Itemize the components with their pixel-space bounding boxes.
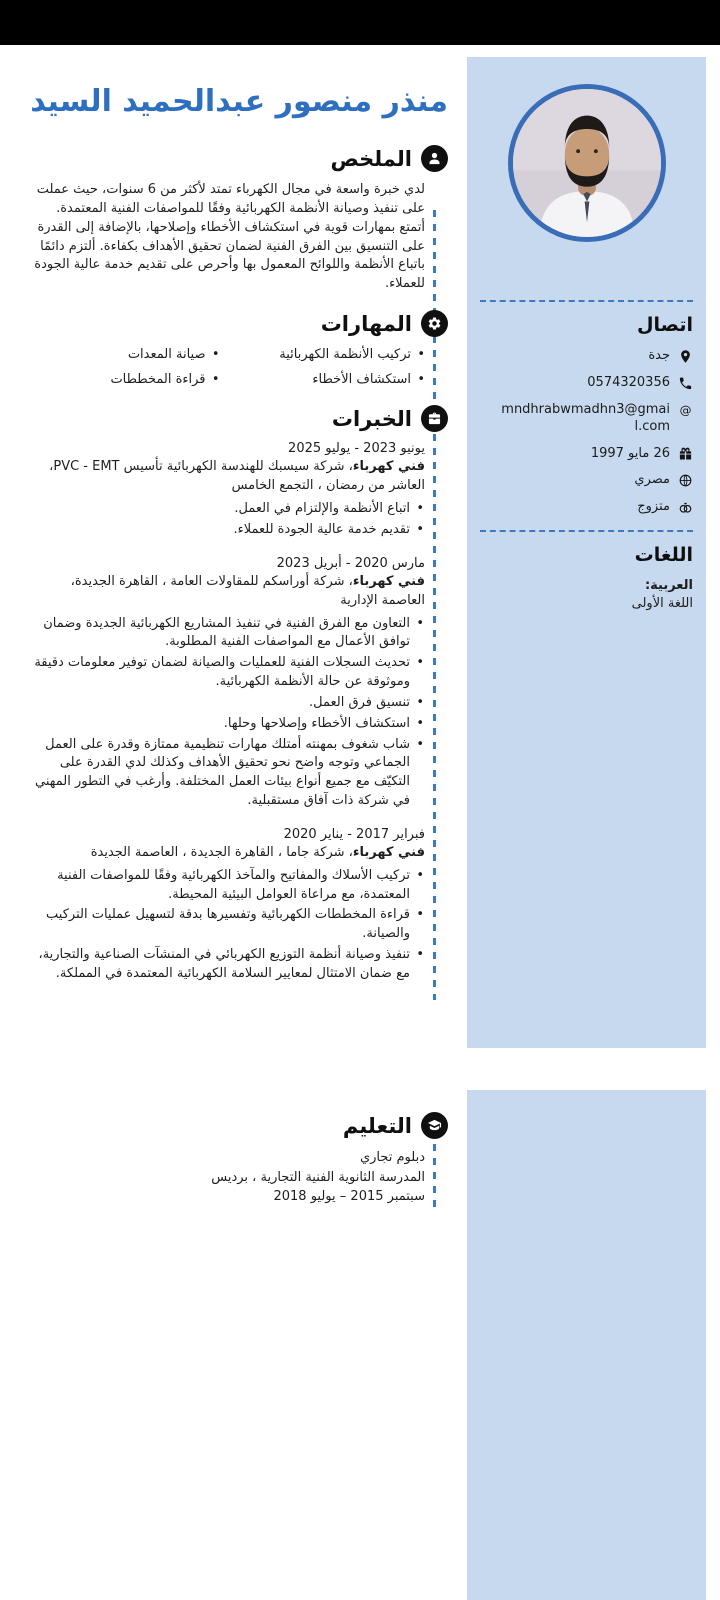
- globe-icon: [678, 473, 693, 488]
- job-bullet: • شاب شغوف بمهنته أمتلك مهارات تنظيمية ممتازة وقدرة على العمل الجماعي وتوجه واضح نحو تحقيق الأهداف وكذلك لدي القدرة على التكيّف مع جميع أنواع بيئات العمل المختلفة. وأرغب في التطور المهني في شركة ذات آفاق مستقبلية.: [30, 736, 425, 811]
- contact-birthdate: [480, 446, 693, 463]
- gear-icon: [421, 310, 448, 337]
- candidate-name: منذر منصور عبدالحميد السيد: [30, 84, 448, 119]
- education-dates: سبتمبر 2015 – يوليو 2018: [273, 1189, 425, 1204]
- contact-phone: [480, 375, 693, 392]
- job-bullets: [30, 500, 425, 540]
- skills-title: المهارات: [320, 311, 412, 336]
- summary-text: لدي خبرة واسعة في مجال الكهرباء تمتد لأكثر من 6 سنوات، حيث عملت على تنفيذ وصيانة الأنظمة الكهربائية وفقًا للمواصفات الفنية المعتمدة. أتمتع بمهارات قوية في استكشاف الأخطاء وإصلاحها، بالإضافة إلى القدرة على التنسيق بين الفرق الفنية لضمان تحقيق الأهداف بكفاءة. ألتزم دائمًا باتباع الأنظمة واللوائح المعمول بها وأحرص على تقديم خدمة عالية الجودة للعملاء.: [34, 182, 425, 292]
- sidebar-divider-top: [480, 300, 693, 302]
- summary-section: [30, 145, 448, 294]
- experience-header: [30, 405, 448, 432]
- job-company: ، شركة سيسبك للهندسة الكهربائية تأسيس PVC - EMT، العاشر من رمضان ، التجمع الخامس: [49, 459, 425, 494]
- job-role: فني كهرباء: [352, 459, 425, 475]
- language-item: [480, 578, 693, 611]
- skill-item: • استكشاف الأخطاء: [236, 371, 426, 389]
- education-details: [30, 1148, 448, 1207]
- job-company: ، شركة أوراسكم للمقاولات العامة ، القاهرة الجديدة، العاصمة الإدارية: [70, 573, 425, 608]
- skill-item: • تركيب الأنظمة الكهربائية: [236, 346, 426, 364]
- job-bullets: [30, 867, 425, 984]
- contact-email: [480, 402, 693, 436]
- job-entry: [30, 556, 448, 811]
- language-level: اللغة الأولى: [631, 596, 693, 612]
- summary-title: الملخص: [330, 146, 412, 171]
- phone-icon: [678, 376, 693, 391]
- job-bullet: • التعاون مع الفرق الفنية في تنفيذ المشاريع الكهربائية الجديدة وضمان توافق الأعمال مع المواصفات الفنية المطلوبة.: [30, 615, 425, 653]
- job-dates: يونيو 2023 - يوليو 2025: [288, 441, 425, 457]
- education-degree: دبلوم تجاري: [359, 1150, 425, 1165]
- job-title: [30, 573, 425, 611]
- svg-text:@: @: [679, 402, 692, 417]
- main-column: [30, 82, 448, 1000]
- job-role: فني كهرباء: [352, 573, 425, 589]
- education-school: المدرسة الثانوية الفنية التجارية ، برديس: [211, 1169, 425, 1185]
- graduation-cap-icon: [421, 1112, 448, 1139]
- job-bullet: • اتباع الأنظمة والإلتزام في العمل.: [30, 500, 425, 519]
- user-icon: [421, 145, 448, 172]
- gift-icon: [678, 447, 693, 462]
- job-bullet: • استكشاف الأخطاء وإصلاحها وحلها.: [30, 715, 425, 734]
- language-name: العربية:: [644, 578, 693, 594]
- summary-header: [30, 145, 448, 172]
- job-bullets: [30, 615, 425, 811]
- skill-item: • قراءة المخططات: [30, 371, 220, 389]
- education-section: [30, 1112, 448, 1207]
- skills-header: [30, 310, 448, 337]
- education-title: التعليم: [342, 1113, 412, 1138]
- job-entry: [30, 441, 448, 539]
- job-bullet: • تحديث السجلات الفنية للعمليات والصيانة لضمان توفير معلومات دقيقة وموثوقة عن حالة الأنظمة الكهربائية.: [30, 654, 425, 692]
- wedding-rings-icon: [678, 500, 693, 515]
- contact-phone-text: 0574320356: [587, 374, 670, 390]
- top-bar: [0, 0, 720, 45]
- location-pin-icon: [678, 349, 693, 364]
- job-entry: [30, 827, 448, 984]
- contact-nationality-text: مصري: [634, 472, 670, 488]
- contact-marital-text: متزوج: [637, 499, 670, 515]
- briefcase-icon: [421, 405, 448, 432]
- contact-email-text: mndhrabwmadhn3@gmail.com: [501, 401, 670, 434]
- sidebar-page2: [467, 1090, 706, 1600]
- job-dates: مارس 2020 - أبريل 2023: [276, 555, 425, 571]
- contact-marital-status: [480, 499, 693, 516]
- sidebar-divider-middle: [480, 530, 693, 532]
- education-header: [30, 1112, 448, 1139]
- contact-section-title: اتصال: [637, 314, 693, 336]
- sidebar-content: [467, 57, 706, 1048]
- skill-item: • صيانة المعدات: [30, 346, 220, 364]
- job-bullet: • قراءة المخططات الكهربائية وتفسيرها بدقة لتسهيل عمليات التركيب والصيانة.: [30, 906, 425, 944]
- job-bullet: • تركيب الأسلاك والمفاتيح والمآخذ الكهربائية وفقًا للمواصفات الفنية المعتمدة، مع مراعاة العوامل البيئية المحيطة.: [30, 867, 425, 905]
- job-bullet: • تنسيق فرق العمل.: [30, 694, 425, 713]
- job-dates: فبراير 2017 - يناير 2020: [283, 826, 425, 842]
- skills-list: [30, 346, 448, 389]
- experience-title: الخبرات: [331, 406, 412, 431]
- job-company: ، شركة جاما ، القاهرة الجديدة ، العاصمة الجديدة: [90, 844, 353, 860]
- contact-nationality: [480, 472, 693, 489]
- job-bullet: • تنفيذ وصيانة أنظمة التوزيع الكهربائي في المنشآت الصناعية والتجارية، مع ضمان الامتثال لمعايير السلامة الكهربائية المعتمدة في المملكة.: [30, 946, 425, 984]
- job-title: [30, 844, 425, 863]
- contact-birthdate-text: 26 مايو 1997: [590, 445, 670, 461]
- contact-location-text: جدة: [648, 348, 670, 363]
- job-role: فني كهرباء: [352, 844, 425, 860]
- contact-location: [480, 348, 693, 365]
- experience-section: [30, 405, 448, 983]
- skills-section: [30, 310, 448, 389]
- sidebar-page1: [467, 57, 706, 1048]
- languages-section-title: اللغات: [634, 544, 693, 567]
- job-bullet: • تقديم خدمة عالية الجودة للعملاء.: [30, 521, 425, 540]
- at-sign-icon: [678, 403, 693, 418]
- job-title: [30, 458, 425, 496]
